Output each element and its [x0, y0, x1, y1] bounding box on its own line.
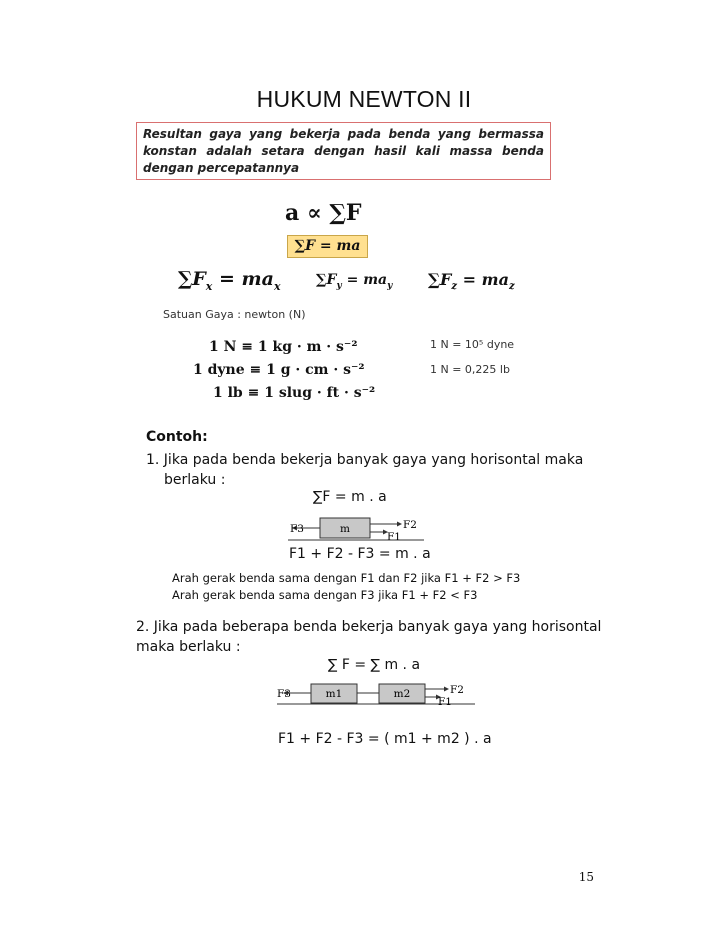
page-title: HUKUM NEWTON II — [256, 86, 472, 112]
conversion-dyne: 1 N = 10⁵ dyne — [430, 338, 515, 351]
example-1-line-2: berlaku : — [164, 472, 226, 488]
example-1-note-1: Arah gerak benda sama dengan F1 dan F2 jika F1 + F2 > F3 — [172, 571, 521, 585]
definition-text: Resultan gaya yang bekerja pada benda yang bermassa konstan adalah setara dengan hasil kali massa benda dengan percepatannya — [143, 127, 544, 175]
f2-label: F2 — [450, 684, 464, 696]
equation-fx: $\sum F_x = ma_x$ — [178, 268, 281, 293]
f2-arrowhead — [397, 522, 402, 527]
f1-label: F1 — [387, 531, 401, 543]
unit-lb: 1 lb ≡ 1 slug · ft · s⁻² — [213, 385, 376, 401]
example-2-formula: ∑ F = ∑ m . a — [328, 657, 421, 673]
proportional-equation: a ∝ ∑F — [285, 200, 362, 226]
example-2-line-1: 2. Jika pada beberapa benda bekerja banyak gaya yang horisontal — [136, 619, 602, 635]
unit-label: Satuan Gaya : newton (N) — [163, 308, 306, 321]
example-1-formula: ∑F = m . a — [313, 489, 387, 505]
unit-dyne: 1 dyne ≡ 1 g · cm · s⁻² — [193, 362, 365, 378]
f2-label: F2 — [403, 519, 417, 531]
example-2-result: F1 + F2 - F3 = ( m1 + m2 ) . a — [278, 731, 492, 747]
f2-arrowhead — [444, 687, 449, 692]
example-1-force-diagram — [286, 510, 426, 544]
definition-box — [136, 122, 551, 180]
example-heading: Contoh: — [146, 429, 208, 445]
mass-label: m — [340, 523, 350, 535]
mass-2-label: m2 — [393, 688, 411, 700]
f3-label: F3 — [290, 523, 304, 535]
conversion-lb: 1 N = 0,225 lb — [430, 363, 510, 376]
equation-fy: $\sum F_y = ma_y$ — [316, 272, 393, 291]
equation-fz: $\sum F_z = ma_z$ — [428, 270, 515, 293]
main-equation-highlight: ∑F = ma — [287, 235, 368, 258]
f3-label: F3 — [277, 688, 291, 700]
example-2-line-2: maka berlaku : — [136, 639, 241, 655]
f1-label: F1 — [438, 696, 452, 708]
example-1-result: F1 + F2 - F3 = m . a — [289, 546, 431, 562]
example-1-note-2: Arah gerak benda sama dengan F3 jika F1 + F2 < F3 — [172, 588, 478, 602]
page-number: 15 — [578, 870, 594, 884]
unit-newton: 1 N ≡ 1 kg · m · s⁻² — [209, 339, 358, 355]
example-2-force-diagram — [275, 678, 480, 708]
mass-1-label: m1 — [325, 688, 343, 700]
example-1-line-1: 1. Jika pada benda bekerja banyak gaya yang horisontal maka — [146, 452, 584, 468]
